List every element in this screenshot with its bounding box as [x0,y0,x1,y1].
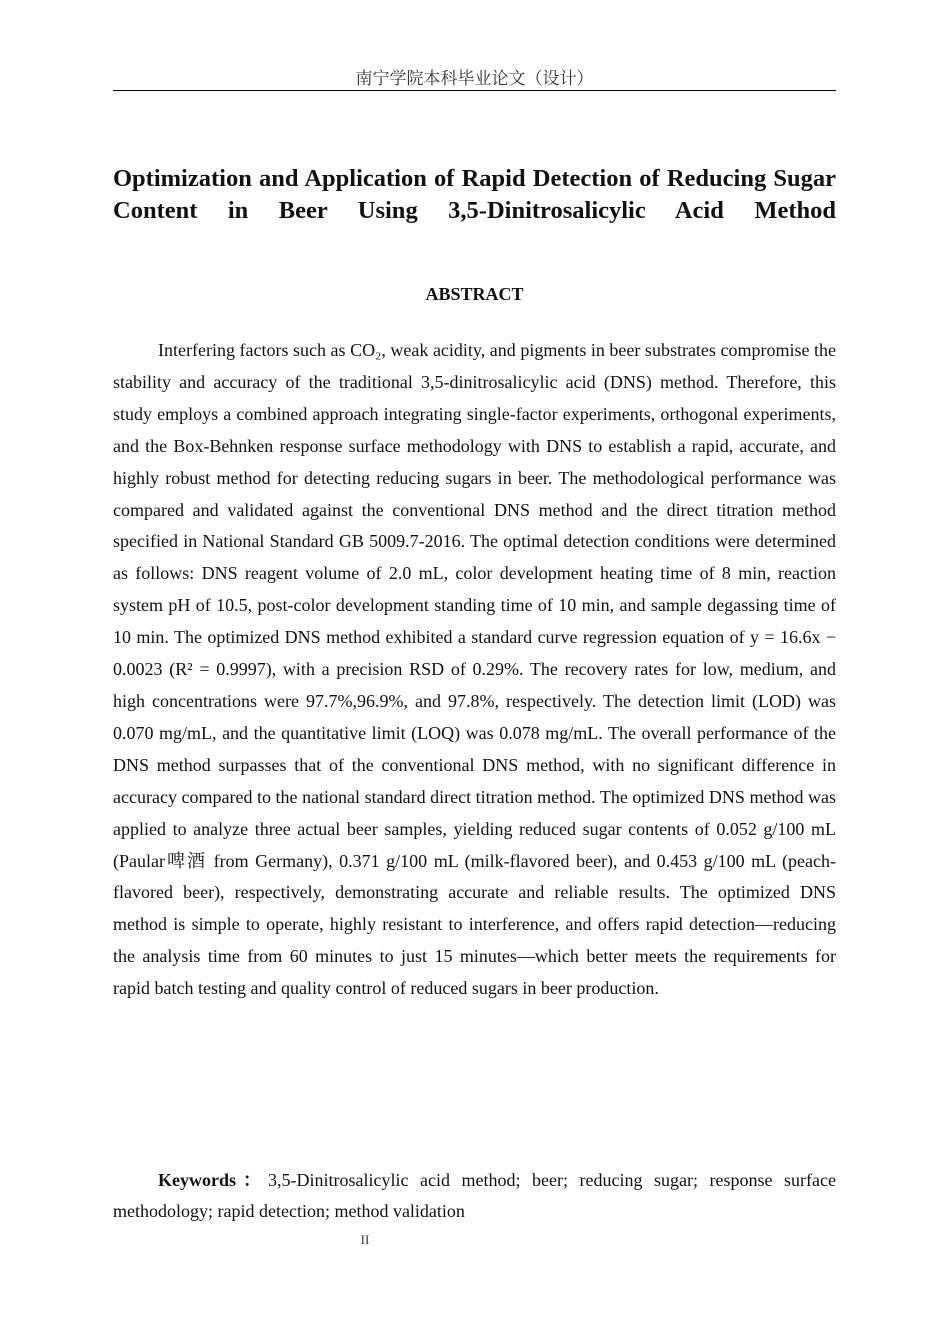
abstract-body: Interfering factors such as CO₂, weak acidity, and pigments in beer substrates compromise the stability and accuracy of the traditional 3,5-dinitrosalicylic acid (DNS) method. Therefore, this study employs a combined approach integrating single-factor experiments, orthogonal experiments, and the Box-Behnken response surface methodology with DNS to establish a rapid, accurate, and highly robust method for detecting reducing sugars in beer. The methodological performance was compared and validated against the conventional DNS method and the direct titration method specified in National Standard GB 5009.7-2016. The optimal detection conditions were determined as follows: DNS reagent volume of 2.0 mL, color development heating time of 8 min, reaction system pH of 10.5, post-color development standing time of 10 min, and sample degassing time of 10 min. The optimized DNS method exhibited a standard curve regression equation of y = 16.6x − 0.0023 (R² = 0.9997), with a precision RSD of 0.29%. The recovery rates for low, medium, and high concentrations were 97.7%,96.9%, and 97.8%, respectively. The detection limit (LOD) was 0.070 mg/mL, and the quantitative limit (LOQ) was 0.078 mg/mL. The overall performance of the DNS method surpasses that of the conventional DNS method, with no significant difference in accuracy compared to the national standard direct titration method. The optimized DNS method was applied to analyze three actual beer samples, yielding reduced sugar contents of 0.052 g/100 mL (Paular啤酒 from Germany), 0.371 g/100 mL (milk-flavored beer), and 0.453 g/100 mL (peach-flavored beer), respectively, demonstrating accurate and reliable results. The optimized DNS method is simple to operate, highly resistant to interference, and offers rapid detection—reducing the analysis time from 60 minutes to just 15 minutes—which better meets the requirements for rapid batch testing and quality control of reduced sugars in beer production. [113,340,836,999]
keywords-label: Keywords： [158,1170,269,1190]
keywords-text: 3,5-Dinitrosalicylic acid method; beer; reducing sugar; response surface methodology; rapid detection; method validation [113,1170,836,1221]
abstract-heading: ABSTRACT [425,284,524,304]
paper-title: Optimization and Application of Rapid Detection of Reducing Sugar Content in Beer Using 3,5-Dinitrosalicylic Acid Method [113,165,836,224]
page-header: 南宁学院本科毕业论文（设计） [113,68,836,91]
page-number: II [360,1232,370,1247]
keywords-paragraph [113,1165,836,1227]
